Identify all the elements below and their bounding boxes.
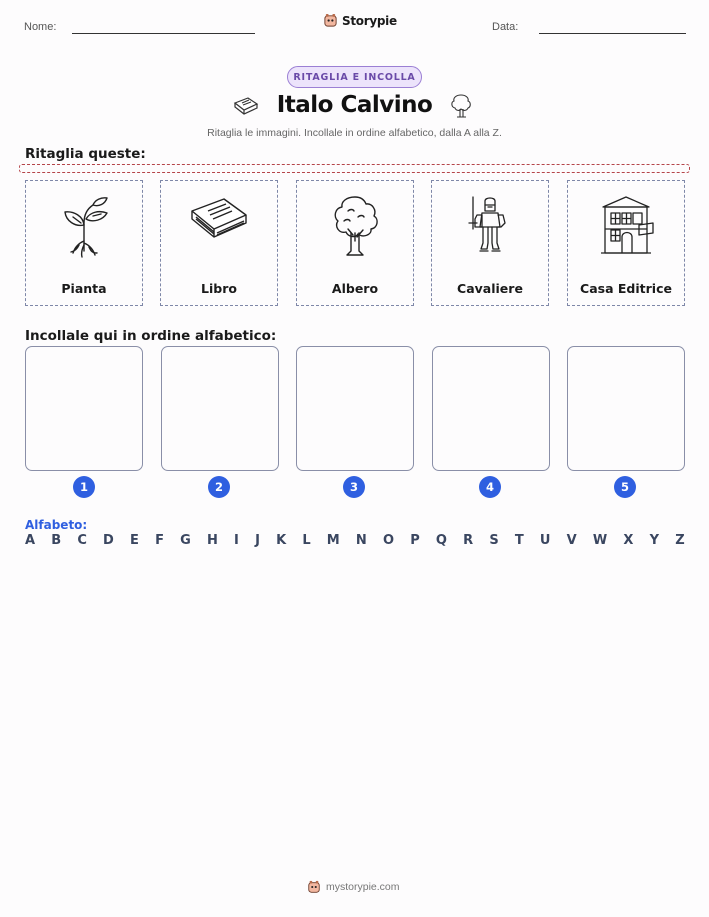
alphabet-letter: B: [51, 533, 62, 548]
instructions: Ritaglia le immagini. Incollale in ordine alfabetico, dalla A alla Z.: [207, 127, 502, 139]
brand-logo: [323, 13, 397, 28]
building-icon: [568, 193, 684, 259]
alphabet-letter: D: [103, 533, 114, 548]
brand-name: Storypie: [342, 13, 397, 28]
paste-slot-5[interactable]: [567, 346, 685, 471]
cut-line: [19, 164, 690, 173]
cut-card-label: Casa Editrice: [580, 281, 672, 296]
slot-number-badge: 2: [208, 476, 230, 498]
alphabet-letter: Z: [675, 533, 685, 548]
plant-icon: [26, 193, 142, 263]
book-icon: [161, 193, 277, 253]
alphabet-letter: C: [77, 533, 87, 548]
alphabet-letter: O: [382, 533, 395, 548]
alphabet-letter: I: [234, 533, 239, 548]
page-title: Italo Calvino: [276, 92, 433, 118]
tree-icon: [448, 92, 474, 124]
cut-section-label: Ritaglia queste:: [25, 146, 146, 162]
slot-number-badge: 4: [479, 476, 501, 498]
alphabet-letter: U: [539, 533, 551, 548]
paste-slot-4[interactable]: [432, 346, 550, 471]
cut-card-publisher[interactable]: [567, 180, 685, 306]
paste-section-label: Incollale qui in ordine alfabetico:: [25, 328, 277, 344]
slot-number-badge: 3: [343, 476, 365, 498]
cut-card-knight[interactable]: [431, 180, 549, 306]
cut-card-tree[interactable]: [296, 180, 414, 306]
cut-card-label: Albero: [331, 281, 379, 296]
paste-slot-1[interactable]: [25, 346, 143, 471]
alphabet-letter: G: [180, 533, 191, 548]
alphabet-letter: X: [623, 533, 634, 548]
alphabet-letter: R: [463, 533, 474, 548]
alphabet-letter: Q: [435, 533, 447, 548]
alphabet-letter: K: [276, 533, 287, 548]
alphabet-row: [25, 533, 685, 548]
footer-url[interactable]: mystorypie.com: [326, 881, 400, 893]
alphabet-letter: H: [206, 533, 218, 548]
cut-card-label: Libro: [201, 281, 237, 296]
footer: [307, 880, 400, 894]
alphabet-letter: Y: [649, 533, 660, 548]
alphabet-letter: L: [302, 533, 311, 548]
tree-icon: [297, 193, 413, 259]
storypie-mascot-icon: [323, 13, 338, 28]
alphabet-letter: J: [255, 533, 260, 548]
alphabet-letter: F: [155, 533, 164, 548]
paste-slot-2[interactable]: [161, 346, 279, 471]
name-line[interactable]: [72, 33, 255, 34]
alphabet-letter: T: [514, 533, 524, 548]
knight-icon: [432, 193, 548, 259]
alphabet-letter: P: [410, 533, 420, 548]
alphabet-label: Alfabeto:: [25, 518, 88, 532]
cut-card-label: Cavaliere: [457, 281, 523, 296]
alphabet-letter: N: [355, 533, 367, 548]
activity-badge: RITAGLIA E INCOLLA: [287, 66, 422, 88]
alphabet-letter: W: [592, 533, 608, 548]
slot-number-badge: 5: [614, 476, 636, 498]
name-label: Nome:: [24, 21, 57, 33]
paste-slot-3[interactable]: [296, 346, 414, 471]
cut-card-label: Pianta: [61, 281, 107, 296]
date-line[interactable]: [539, 33, 686, 34]
cut-card-plant[interactable]: [25, 180, 143, 306]
storypie-mascot-icon: [307, 880, 321, 894]
date-label: Data:: [492, 21, 519, 33]
cut-card-book[interactable]: [160, 180, 278, 306]
alphabet-letter: E: [130, 533, 139, 548]
alphabet-letter: A: [25, 533, 36, 548]
alphabet-letter: S: [489, 533, 499, 548]
alphabet-letter: V: [566, 533, 577, 548]
alphabet-letter: M: [326, 533, 340, 548]
slot-number-badge: 1: [73, 476, 95, 498]
